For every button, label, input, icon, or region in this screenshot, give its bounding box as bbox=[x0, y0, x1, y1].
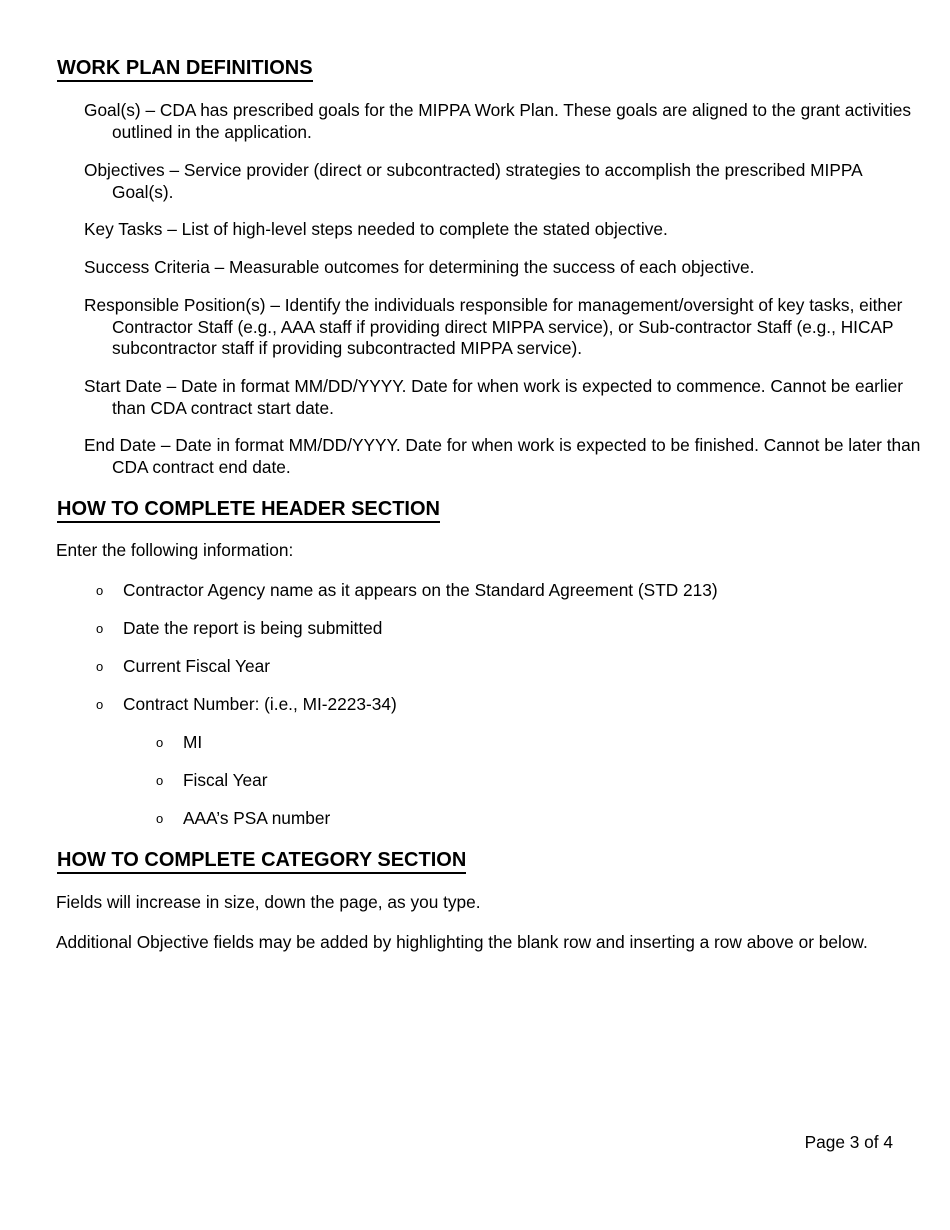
definition-objectives: Objectives – Service provider (direct or subcontracted) strategies to accomplish the prescribed MIPPA Goal(s). bbox=[84, 160, 862, 202]
sub-list-item-text: MI bbox=[183, 732, 203, 752]
definition-start-date: Start Date – Date in format MM/DD/YYYY. Date for when work is expected to commence. Cannot be earlier than CDA contract start date. bbox=[84, 376, 903, 418]
bullet-icon: o bbox=[96, 583, 104, 598]
list-item-text: Contractor Agency name as it appears on the Standard Agreement (STD 213) bbox=[123, 580, 718, 600]
bullet-icon: o bbox=[96, 621, 104, 636]
list-item bbox=[96, 694, 397, 716]
category-section-paragraph: Fields will increase in size, down the page, as you type. bbox=[56, 892, 481, 912]
sub-list-item-text: AAA’s PSA number bbox=[183, 808, 331, 828]
list-item-text: Contract Number: (i.e., MI-2223-34) bbox=[123, 694, 397, 714]
bullet-icon: o bbox=[156, 773, 164, 788]
category-section-paragraph: Additional Objective fields may be added by highlighting the blank row and inserting a row above or below. bbox=[56, 932, 868, 952]
header-section-heading: HOW TO COMPLETE HEADER SECTION bbox=[57, 497, 440, 523]
list-item bbox=[96, 580, 718, 602]
category-section-heading: HOW TO COMPLETE CATEGORY SECTION bbox=[57, 848, 466, 874]
header-section-intro: Enter the following information: bbox=[56, 540, 294, 560]
bullet-icon: o bbox=[156, 811, 164, 826]
bullet-icon: o bbox=[96, 697, 104, 712]
sub-list-item-text: Fiscal Year bbox=[183, 770, 268, 790]
sub-list-item bbox=[156, 808, 330, 830]
definition-end-date: End Date – Date in format MM/DD/YYYY. Date for when work is expected to be finished. Cannot be later than CDA contract end date. bbox=[84, 435, 921, 477]
list-item-text: Current Fiscal Year bbox=[123, 656, 270, 676]
bullet-icon: o bbox=[96, 659, 104, 674]
list-item bbox=[96, 618, 382, 640]
list-item-text: Date the report is being submitted bbox=[123, 618, 383, 638]
list-item bbox=[96, 656, 270, 678]
sub-list-item bbox=[156, 770, 268, 792]
bullet-icon: o bbox=[156, 735, 164, 750]
definition-key-tasks: Key Tasks – List of high-level steps needed to complete the stated objective. bbox=[84, 219, 668, 239]
definition-success-criteria: Success Criteria – Measurable outcomes for determining the success of each objective. bbox=[84, 257, 755, 277]
definition-responsible-positions: Responsible Position(s) – Identify the individuals responsible for management/oversight of key tasks, either Contractor Staff (e.g., AAA staff if providing direct MIPPA service), or Sub-contractor Staff (e.g., HICAP subcontractor staff if providing subcontracted MIPPA service). bbox=[84, 295, 903, 358]
definition-goals: Goal(s) – CDA has prescribed goals for the MIPPA Work Plan. These goals are aligned to the grant activities outlined in the application. bbox=[84, 100, 912, 142]
page-number: Page 3 of 4 bbox=[804, 1132, 893, 1152]
definitions-heading: WORK PLAN DEFINITIONS bbox=[57, 56, 313, 82]
sub-list-item bbox=[156, 732, 202, 754]
